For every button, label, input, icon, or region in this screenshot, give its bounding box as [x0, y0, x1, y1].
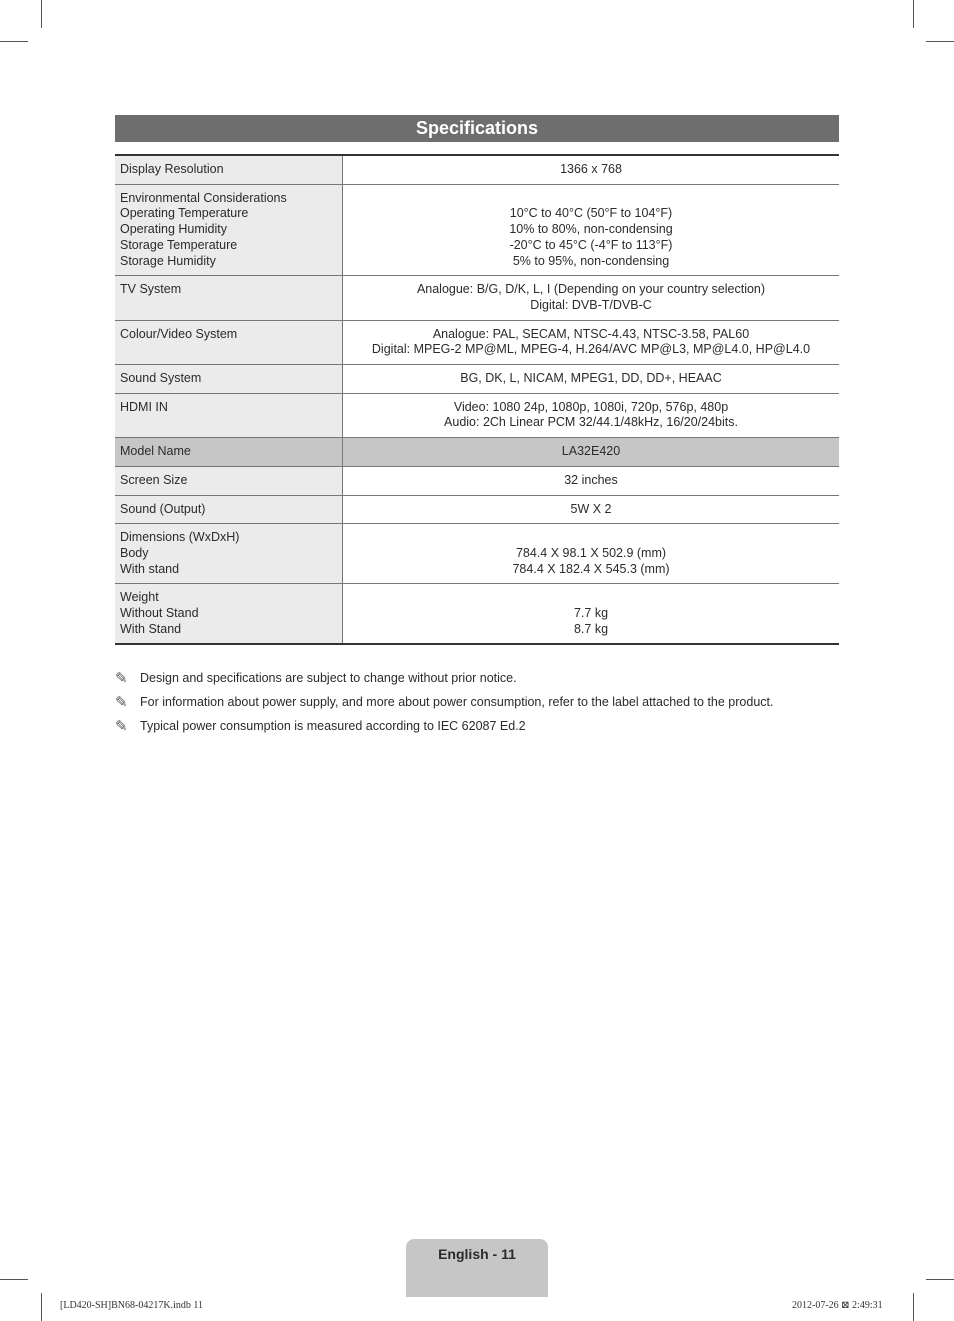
spec-value-line: Video: 1080 24p, 1080p, 1080i, 720p, 576p, 480p [453, 399, 729, 414]
spec-row [115, 320, 839, 364]
spec-row [115, 276, 839, 320]
note-item [115, 714, 839, 738]
crop-mark [0, 41, 28, 42]
spec-table [115, 154, 839, 645]
note-text: Typical power consumption is measured according to IEC 62087 Ed.2 [140, 719, 526, 733]
spec-row [115, 584, 839, 645]
spec-label-line: Operating Humidity [120, 222, 227, 237]
spec-value-line [347, 530, 835, 546]
spec-value [343, 320, 840, 364]
note-text: Design and specifications are subject to change without prior notice. [140, 671, 517, 685]
crop-mark [913, 0, 914, 28]
spec-label-line: HDMI IN [120, 399, 168, 414]
spec-label-line: Colour/Video System [120, 326, 238, 341]
spec-row [115, 495, 839, 524]
spec-value-line: 1366 x 768 [560, 162, 622, 176]
spec-value-line: Analogue: PAL, SECAM, NTSC-4.43, NTSC-3.58, PAL60 [432, 326, 750, 341]
spec-label-line: Sound (Output) [120, 501, 206, 516]
crop-mark [913, 1293, 914, 1321]
spec-label-line: Storage Temperature [120, 237, 238, 252]
spec-label [115, 438, 343, 467]
spec-row [115, 365, 839, 394]
spec-label-line: With stand [120, 561, 180, 576]
print-slug-file: [LD420-SH]BN68-04217K.indb 11 [60, 1300, 203, 1311]
spec-value-line: 5W X 2 [570, 501, 612, 516]
notes-list [115, 666, 839, 738]
spec-value [343, 466, 840, 495]
spec-row [115, 466, 839, 495]
spec-value [343, 438, 840, 467]
spec-label-line: Model Name [120, 444, 191, 459]
crop-mark [41, 1293, 42, 1321]
spec-value [343, 584, 840, 645]
section-title: Specifications [115, 115, 839, 142]
spec-label-line: Screen Size [120, 472, 188, 487]
spec-value-line: Analogue: B/G, D/K, L, I (Depending on your country selection) [416, 282, 766, 297]
page-number-tab: English - 11 [406, 1239, 548, 1297]
spec-label-line: Operating Temperature [120, 206, 249, 221]
print-slug-timestamp: 2012-07-26 ⊠ 2:49:31 [792, 1300, 883, 1311]
spec-label [115, 495, 343, 524]
spec-value-line: LA32E420 [561, 444, 621, 459]
spec-value [343, 276, 840, 320]
note-text: For information about power supply, and more about power consumption, refer to the label attached to the product. [140, 695, 774, 709]
spec-label-line: TV System [120, 282, 182, 297]
spec-value [343, 495, 840, 524]
spec-value-line: 5% to 95%, non-condensing [512, 253, 670, 268]
spec-label-line: Display Resolution [120, 162, 224, 176]
spec-value [343, 155, 840, 184]
spec-label [115, 155, 343, 184]
spec-value [343, 365, 840, 394]
spec-label-line: Sound System [120, 371, 202, 386]
crop-mark [926, 41, 954, 42]
spec-value-line: -20°C to 45°C (-4°F to 113°F) [509, 237, 673, 252]
note-item [115, 666, 839, 690]
pencil-note-icon: ✎ [115, 694, 128, 711]
spec-row [115, 438, 839, 467]
spec-value [343, 524, 840, 584]
pencil-note-icon: ✎ [115, 670, 128, 687]
spec-label-line: Weight [120, 590, 159, 605]
spec-value-line [347, 191, 835, 207]
spec-label [115, 276, 343, 320]
spec-value-line: 7.7 kg [573, 606, 609, 621]
spec-value-line: 10% to 80%, non-condensing [509, 222, 673, 237]
spec-row [115, 393, 839, 437]
spec-row [115, 155, 839, 184]
spec-value-line: Digital: DVB-T/DVB-C [530, 297, 652, 312]
spec-value-line: BG, DK, L, NICAM, MPEG1, DD, DD+, HEAAC [460, 371, 722, 386]
pencil-note-icon: ✎ [115, 718, 128, 735]
spec-label [115, 320, 343, 364]
spec-value [343, 393, 840, 437]
spec-label [115, 466, 343, 495]
crop-mark [41, 0, 42, 28]
spec-value-line: Digital: MPEG-2 MP@ML, MPEG-4, H.264/AVC MP@L3, MP@L4.0, HP@L4.0 [371, 342, 811, 357]
spec-value-line: 10°C to 40°C (50°F to 104°F) [509, 206, 673, 221]
spec-label-line: Body [120, 545, 149, 560]
spec-value-line: 8.7 kg [573, 621, 609, 636]
spec-label [115, 365, 343, 394]
note-item [115, 690, 839, 714]
spec-label-line: With Stand [120, 621, 182, 636]
spec-label [115, 524, 343, 584]
spec-label [115, 393, 343, 437]
crop-mark [0, 1279, 28, 1280]
spec-label-line: Storage Humidity [120, 253, 216, 268]
spec-label-line: Environmental Considerations [120, 190, 287, 205]
spec-value-line: 32 inches [564, 472, 618, 487]
spec-label-line: Dimensions (WxDxH) [120, 530, 240, 545]
spec-value-line [347, 590, 835, 606]
spec-value-line: 784.4 X 98.1 X 502.9 (mm) [515, 545, 667, 560]
spec-label [115, 184, 343, 276]
crop-mark [926, 1279, 954, 1280]
spec-value-line: Audio: 2Ch Linear PCM 32/44.1/48kHz, 16/20/24bits. [444, 415, 738, 430]
spec-row [115, 184, 839, 276]
spec-row [115, 524, 839, 584]
spec-value [343, 184, 840, 276]
spec-value-line: 784.4 X 182.4 X 545.3 (mm) [512, 561, 670, 576]
spec-label [115, 584, 343, 645]
spec-label-line: Without Stand [120, 606, 199, 621]
